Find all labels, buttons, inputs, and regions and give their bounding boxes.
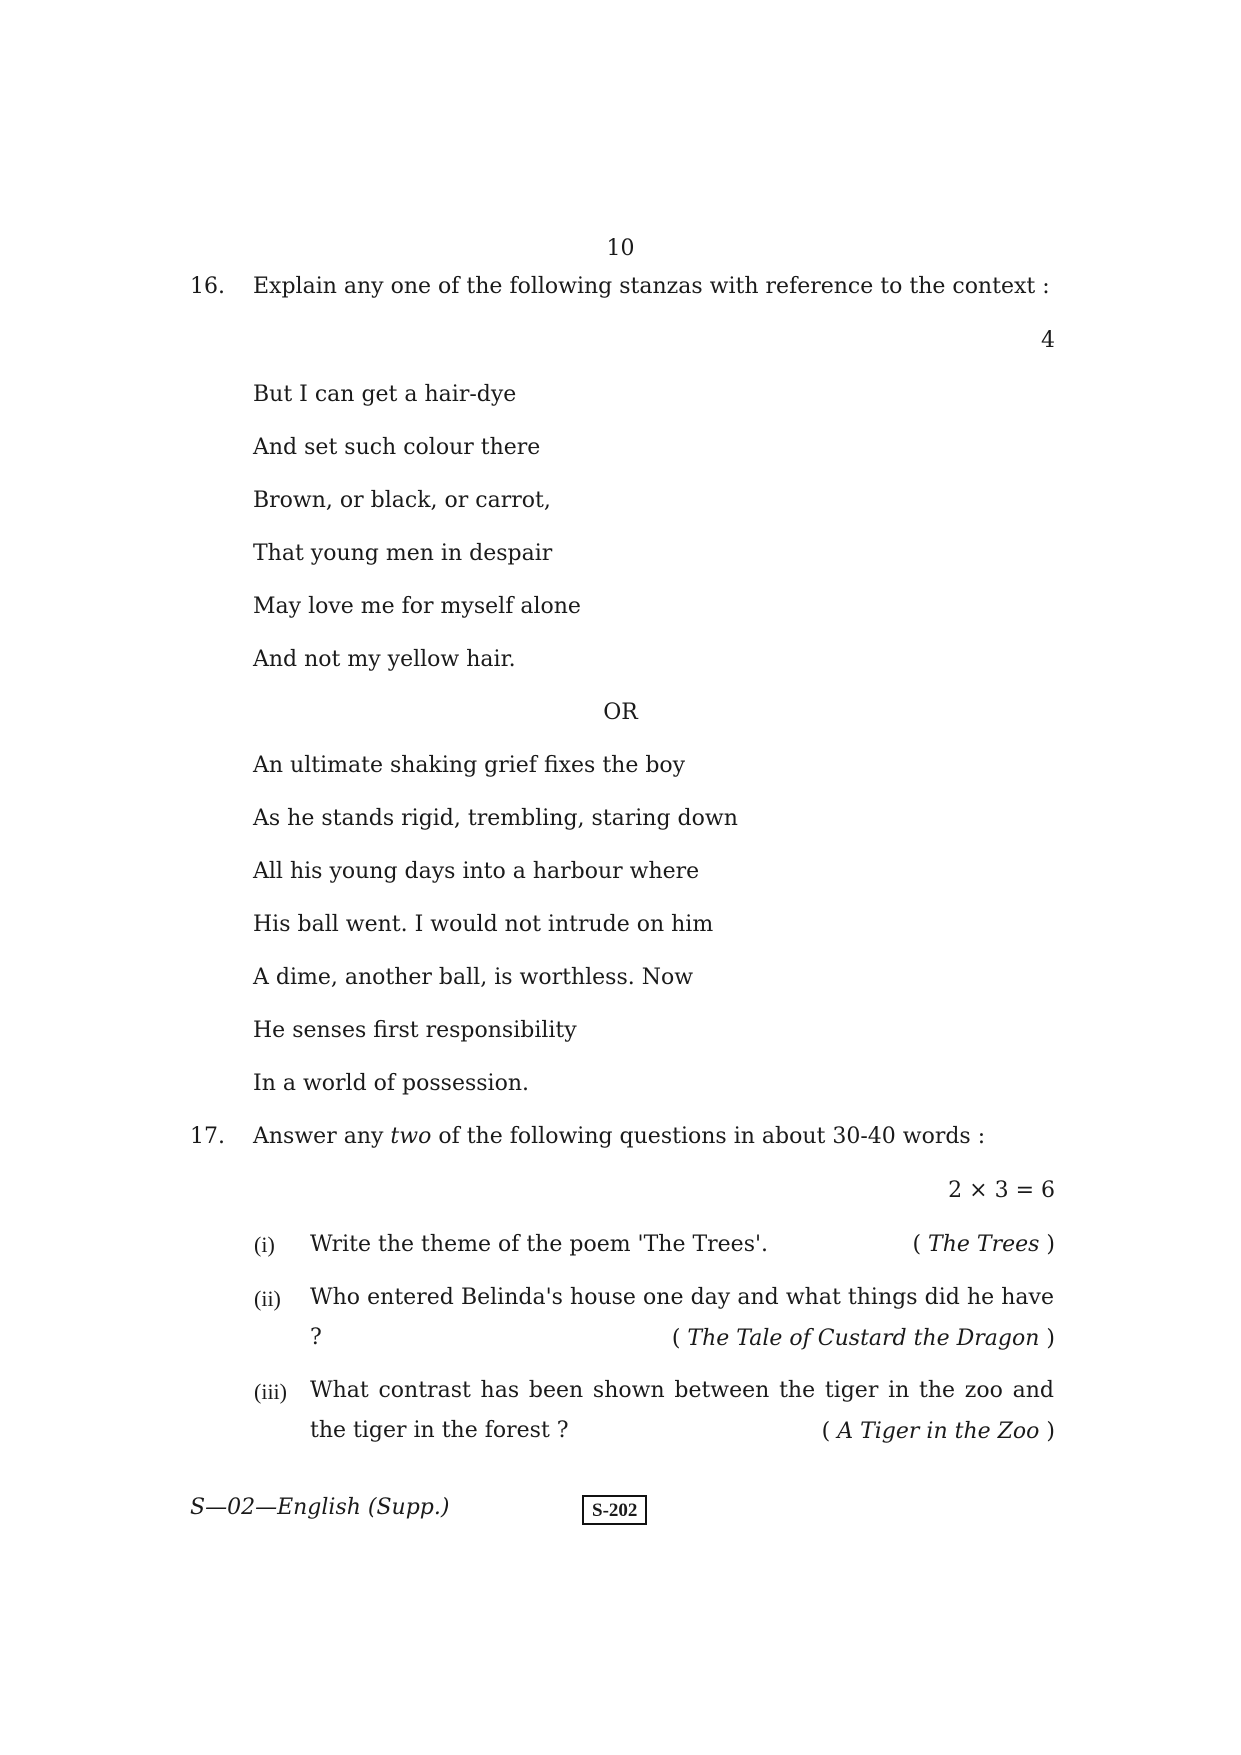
stanza-line: As he stands rigid, trembling, staring down — [253, 806, 738, 831]
stanza-line: That young men in despair — [253, 541, 553, 566]
sub-question-number: (iii) — [254, 1379, 287, 1404]
prompt-text: of the following questions in about 30-40 words : — [431, 1124, 986, 1149]
stanza-line: He senses first responsibility — [253, 1018, 577, 1043]
or-separator: OR — [603, 700, 638, 725]
question-17-number: 17. — [190, 1124, 225, 1149]
source-title: The Trees — [928, 1232, 1040, 1257]
source-title: The Tale of Custard the Dragon — [687, 1326, 1040, 1351]
stanza-line: His ball went. I would not intrude on him — [253, 912, 714, 937]
paper-code: S—02—English (Supp.) — [190, 1495, 450, 1520]
question-17-marks: 2 × 3 = 6 — [948, 1178, 1055, 1203]
stanza-line: But I can get a hair-dye — [253, 382, 517, 407]
stanza-line: And set such colour there — [253, 435, 541, 460]
sub-question-text: Write the theme of the poem 'The Trees'. — [310, 1232, 769, 1257]
stanza-line: Brown, or black, or carrot, — [253, 488, 551, 513]
stanza-line: A dime, another ball, is worthless. Now — [253, 965, 694, 990]
source-title: A Tiger in the Zoo — [837, 1419, 1040, 1444]
stanza-line: In a world of possession. — [253, 1071, 529, 1096]
sub-question-source: ( The Trees ) — [912, 1232, 1055, 1257]
sub-question-text: Who entered Belinda's house one day and what things did he have ? — [310, 1285, 1054, 1350]
sub-question-source: ( The Tale of Custard the Dragon ) — [671, 1326, 1055, 1351]
question-16-marks: 4 — [1041, 328, 1055, 353]
prompt-text: Answer any — [253, 1124, 391, 1149]
question-17-prompt — [253, 1124, 985, 1149]
sub-question-source: ( A Tiger in the Zoo ) — [821, 1419, 1055, 1444]
sub-question-number: (ii) — [254, 1286, 281, 1311]
sub-question-number: (i) — [254, 1232, 275, 1257]
question-16-prompt: Explain any one of the following stanzas with reference to the context : — [253, 274, 1050, 299]
stanza-line: And not my yellow hair. — [253, 647, 516, 672]
page-number: 10 — [606, 236, 635, 261]
stanza-line: An ultimate shaking grief fixes the boy — [253, 753, 686, 778]
question-16-number: 16. — [190, 274, 225, 299]
stanza-line: May love me for myself alone — [253, 594, 581, 619]
prompt-emphasis: two — [390, 1124, 432, 1149]
series-code-box: S-202 — [582, 1495, 647, 1525]
stanza-line: All his young days into a harbour where — [253, 859, 700, 884]
sub-question-text: What contrast has been shown between the tiger in the zoo and the tiger in the forest ? — [310, 1378, 1054, 1443]
